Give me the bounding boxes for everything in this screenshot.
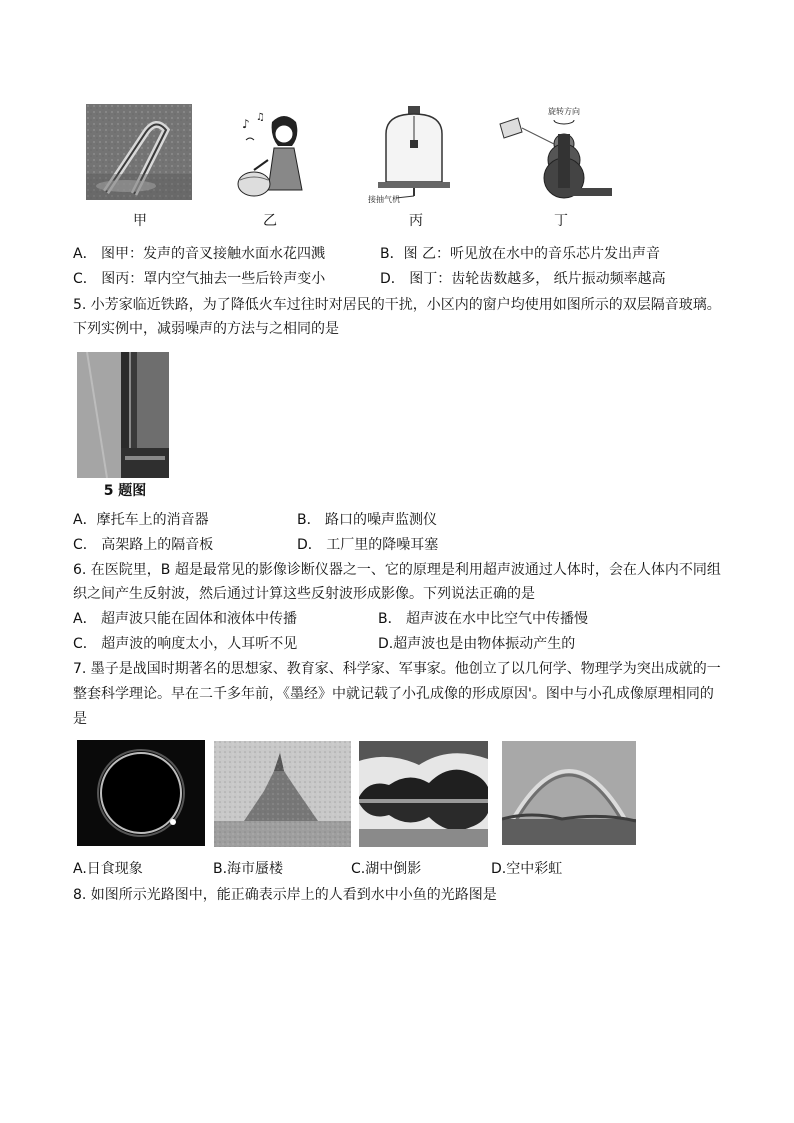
q6-option-a: A． 超声波只能在固体和液体中传播 bbox=[73, 611, 298, 627]
caption-jia: 甲 bbox=[133, 213, 147, 229]
figure-bing-bell-jar bbox=[366, 104, 462, 204]
figure-ding-gears bbox=[496, 104, 614, 202]
q6-option-d: D.超声波也是由物体振动产生的 bbox=[378, 636, 576, 652]
figure-double-glazing bbox=[77, 352, 169, 478]
q7-stem-line3: 是 bbox=[73, 711, 87, 727]
q6-option-c: C． 超声波的响度太小，人耳听不见 bbox=[73, 636, 298, 652]
q6-stem-line1: 6. 在医院里，B 超是最常见的影像诊断仪器之一、它的原理是利用超声波通过人体时，会在人体内不同组 bbox=[73, 562, 721, 578]
q6-option-b: B． 超声波在水中比空气中传播慢 bbox=[378, 611, 589, 627]
q5-stem-line2: 下列实例中，减弱噪声的方法与之相同的是 bbox=[73, 321, 339, 337]
photo-solar-eclipse bbox=[77, 740, 205, 846]
q4-option-a: A． 图甲：发声的音叉接触水面水花四溅 bbox=[73, 246, 326, 262]
q8-stem: 8. 如图所示光路图中，能正确表示岸上的人看到水中小鱼的光路图是 bbox=[73, 887, 497, 903]
photo-lake-reflection bbox=[359, 741, 488, 847]
caption-bing: 丙 bbox=[409, 213, 423, 229]
q6-stem-line2: 织之间产生反射波，然后通过计算这些反射波形成影像。下列说法正确的是 bbox=[73, 586, 535, 602]
caption-ding: 丁 bbox=[554, 213, 568, 229]
svg-text:♪: ♪ bbox=[242, 117, 250, 131]
q7-option-c: C.湖中倒影 bbox=[351, 861, 422, 877]
q4-option-b: B．图 乙：听见放在水中的音乐芯片发出声音 bbox=[380, 246, 661, 262]
q5-option-b: B． 路口的噪声监测仪 bbox=[297, 512, 438, 528]
q4-option-c: C． 图丙：罩内空气抽去一些后铃声变小 bbox=[73, 271, 326, 287]
figure-yi-girl-music-chip bbox=[232, 110, 322, 202]
q7-stem-line2: 整套科学理论。早在二千多年前，《墨经》中就记载了小孔成像的形成原因'。图中与小孔成像原理相同的 bbox=[73, 686, 714, 702]
q5-figure-caption: 5 题图 bbox=[103, 483, 147, 499]
pump-label: 接抽气机 bbox=[368, 195, 400, 204]
caption-yi: 乙 bbox=[263, 213, 277, 229]
photo-mirage bbox=[214, 741, 351, 847]
q7-option-b: B.海市蜃楼 bbox=[213, 861, 284, 877]
q4-option-d: D． 图丁：齿轮齿数越多， 纸片振动频率越高 bbox=[380, 271, 666, 287]
q5-option-a: A．摩托车上的消音器 bbox=[73, 512, 209, 528]
photo-rainbow bbox=[502, 741, 636, 845]
figure-jia-tuning-fork bbox=[86, 104, 192, 200]
rotation-label: 旋转方向 bbox=[548, 107, 580, 116]
svg-text:♫: ♫ bbox=[256, 112, 265, 123]
q7-option-a: A.日食现象 bbox=[73, 861, 143, 877]
q5-option-c: C． 高架路上的隔音板 bbox=[73, 537, 214, 553]
q5-option-d: D． 工厂里的降噪耳塞 bbox=[297, 537, 439, 553]
q7-stem-line1: 7. 墨子是战国时期著名的思想家、教育家、科学家、军事家。他创立了以几何学、物理学为突出成就的一 bbox=[73, 661, 721, 677]
q7-option-d: D.空中彩虹 bbox=[491, 861, 563, 877]
q5-stem-line1: 5. 小芳家临近铁路，为了降低火车过往时对居民的干扰，小区内的窗户均使用如图所示的双层隔音玻璃。 bbox=[73, 297, 721, 313]
